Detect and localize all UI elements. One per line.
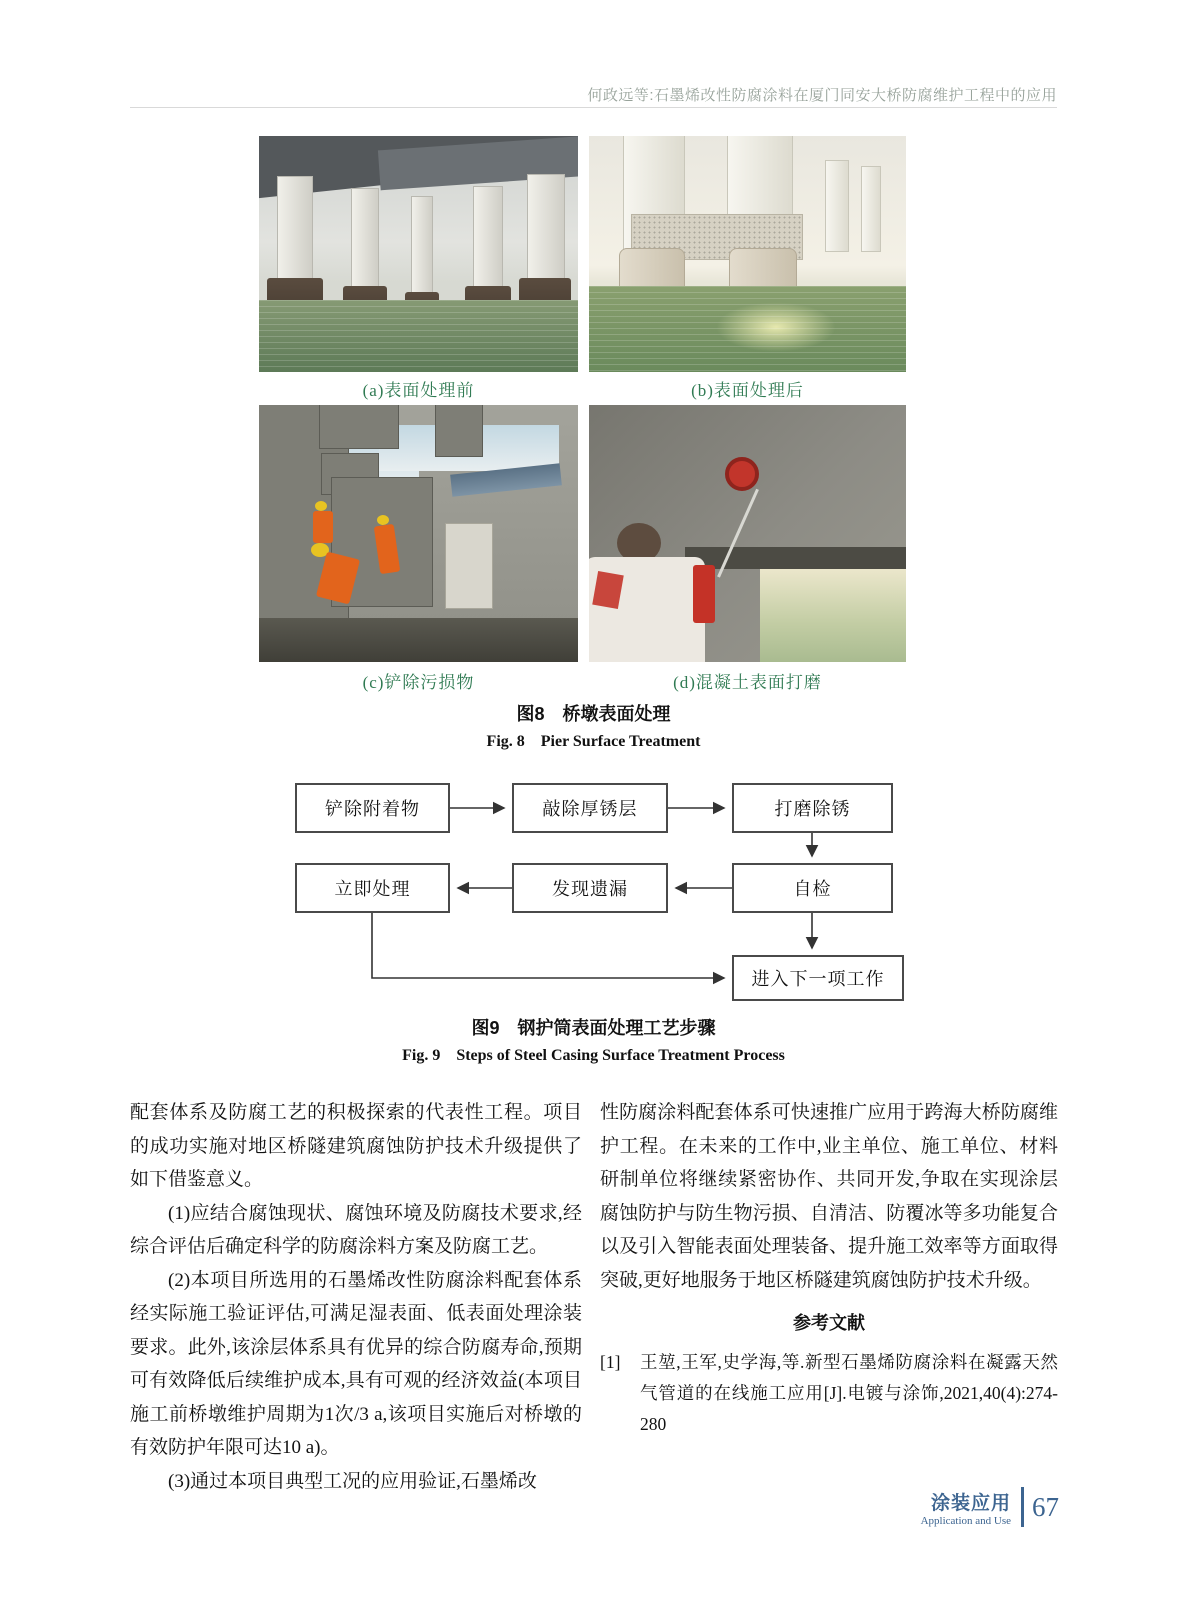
footer-section-zh: 涂装应用 bbox=[930, 1492, 1011, 1514]
footer-section-en: Application and Use bbox=[920, 1514, 1011, 1527]
figure9-caption-en: Fig. 9 Steps of Steel Casing Surface Treatment Process bbox=[402, 1047, 785, 1064]
body-right-column bbox=[600, 1096, 1058, 1440]
photo-caption-b: (b)表面处理后 bbox=[691, 381, 804, 400]
body-left-column bbox=[130, 1096, 582, 1498]
beam-shadow bbox=[685, 547, 906, 569]
grinding-pad bbox=[725, 457, 759, 491]
flow-node-next-task: 进入下一项工作 bbox=[732, 955, 904, 1001]
flow-node-find-omission: 发现遗漏 bbox=[512, 863, 668, 913]
photo-surface-after bbox=[589, 136, 906, 372]
figure8-caption-en: Fig. 8 Pier Surface Treatment bbox=[486, 733, 701, 750]
photo-caption-c: (c)铲除污损物 bbox=[362, 673, 475, 692]
worker-helmet bbox=[315, 501, 327, 511]
fouled-pier-block bbox=[435, 405, 483, 457]
reference-item bbox=[600, 1347, 1058, 1440]
water-ripples bbox=[589, 286, 906, 372]
pier-column bbox=[825, 160, 849, 252]
header-rule bbox=[130, 107, 1057, 108]
flow-node-self-check: 自检 bbox=[732, 863, 893, 913]
running-title: 何政远等:石墨烯改性防腐涂料在厦门同安大桥防腐维护工程中的应用 bbox=[587, 87, 1057, 104]
equipment-box bbox=[445, 523, 493, 609]
photo-caption-a: (a)表面处理前 bbox=[362, 381, 475, 400]
photo-caption-d: (d)混凝土表面打磨 bbox=[673, 673, 822, 692]
page-footer bbox=[921, 1487, 1059, 1527]
flowchart-steel-casing-treatment bbox=[270, 775, 910, 1009]
bright-water-opening bbox=[760, 564, 906, 662]
pier-column bbox=[411, 196, 433, 298]
flow-node-handle-immediately: 立即处理 bbox=[295, 863, 450, 913]
paragraph: (3)通过本项目典型工况的应用验证,石墨烯改 bbox=[168, 1470, 537, 1492]
worker-vest bbox=[313, 511, 333, 543]
worker-helmet bbox=[377, 515, 389, 525]
page-number: 67 bbox=[1032, 1491, 1059, 1522]
flow-node-scrape-attachments: 铲除附着物 bbox=[295, 783, 450, 833]
paragraph: 性防腐涂料配套体系可快速推广应用于跨海大桥防腐维护工程。在未来的工作中,业主单位、施工单位、材料研制单位将继续紧密协作、共同开发,争取在实现涂层腐蚀防护与防生物污损、自清洁、防覆冰等多功能复合以及引入智能表面处理装备、提升施工效率等方面取得突破,更好地服务于地区桥隧建筑腐蚀防护技术升级。 bbox=[600, 1102, 1058, 1291]
flow-node-knock-rust: 敲除厚锈层 bbox=[512, 783, 668, 833]
photo-grinding-concrete bbox=[589, 405, 906, 662]
pier-column bbox=[473, 186, 503, 302]
paragraph: (1)应结合腐蚀现状、腐蚀环境及防腐技术要求,经综合评估后确定科学的防腐涂料方案及防腐工艺。 bbox=[130, 1202, 582, 1257]
fouled-pier-block bbox=[319, 405, 399, 449]
footer-divider-bar bbox=[1021, 1487, 1024, 1527]
flow-node-grind-rust: 打磨除锈 bbox=[732, 783, 893, 833]
reference-number: [1] bbox=[600, 1351, 621, 1372]
figure8-caption-zh: 图8 桥墩表面处理 bbox=[516, 704, 671, 724]
references-heading: 参考文献 bbox=[793, 1313, 865, 1333]
footer-section bbox=[921, 1488, 1011, 1527]
water-ripples bbox=[259, 300, 578, 372]
electric-drill bbox=[693, 565, 715, 623]
paragraph: 配套体系及防腐工艺的积极探索的代表性工程。项目的成功实施对地区桥隧建筑腐蚀防护技术升级提供了如下借鉴意义。 bbox=[130, 1102, 582, 1190]
photo-scraping-fouling bbox=[259, 405, 578, 662]
pier-column bbox=[861, 166, 881, 252]
paragraph: (2)本项目所选用的石墨烯改性防腐涂料配套体系经实际施工验证评估,可满足湿表面、低表面处理涂装要求。此外,该涂层体系具有优异的综合防腐寿命,预期可有效降低后续维护成本,具有可观的经济效益(本项目施工前桥墩维护周期为1次/3 a,该项目实施后对桥墩的有效防护年限可达10 a)。 bbox=[130, 1269, 582, 1458]
figure9-caption-zh: 图9 钢护筒表面处理工艺步骤 bbox=[471, 1018, 716, 1038]
pier-column bbox=[351, 188, 379, 302]
reference-text: 王堃,王军,史学海,等.新型石墨烯防腐涂料在凝露天然气管道的在线施工应用[J].电镀与涂饰,2021,40(4):274-280 bbox=[640, 1351, 1058, 1434]
photo-surface-before bbox=[259, 136, 578, 372]
barge-deck bbox=[259, 618, 578, 662]
